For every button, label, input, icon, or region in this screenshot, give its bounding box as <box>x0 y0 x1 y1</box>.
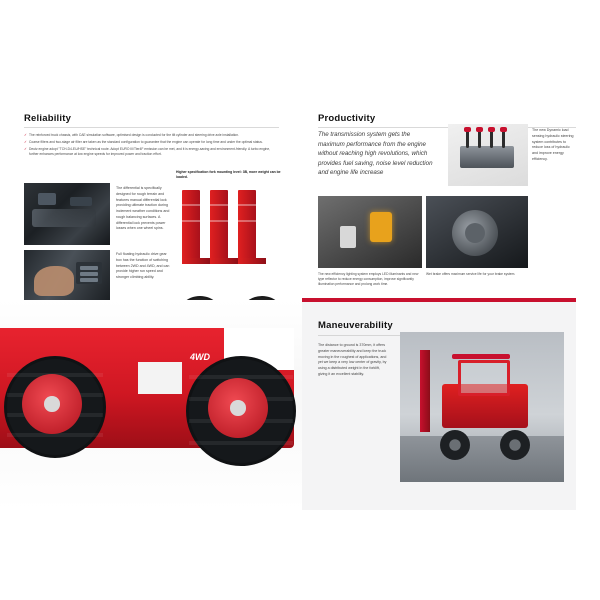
maneuverability-title: Maneuverability <box>318 320 393 331</box>
reliability-divider <box>24 127 279 128</box>
reliability-bullets <box>24 133 279 157</box>
valve-lever <box>490 130 493 148</box>
check-icon: ✓ <box>24 133 28 137</box>
forklift-wheel <box>440 430 470 460</box>
warehouse-floor <box>400 436 564 482</box>
valve-body <box>460 146 514 168</box>
brake-caption: Wet brake offers maximum service life for your brake system. <box>426 272 516 276</box>
engine-highlight <box>32 209 96 227</box>
machine-step <box>138 362 182 394</box>
valve-lever <box>502 130 505 148</box>
fork-caption: Higher specification fork mounting level: 3B, more weight can be loaded. <box>176 170 281 180</box>
engine-part <box>38 193 56 205</box>
steering-system-note: The new Dynamic load sensing hydraulic steering system contributes to reduce loss of hydraulic and improve energy efficiency. <box>532 128 574 161</box>
check-icon: ✓ <box>24 140 28 145</box>
engine-caption: The differential is specifically designed for rough terrain and features manual differential lock providing ultimate traction during inclement weather conditions and rough balancing surfaces. A differential lock prevents power losses when one wheel spins. <box>116 186 170 231</box>
maneuverability-accent-bar <box>302 298 576 302</box>
hydraulic-valve-photo <box>448 124 528 186</box>
hand-on-switch-photo <box>24 250 110 300</box>
switch-panel <box>76 262 102 284</box>
fork-bar <box>182 190 200 264</box>
rear-rim <box>208 378 268 438</box>
engine-differential-photo <box>24 183 110 245</box>
gearbox-caption: Full floating hydraulic drive gear box has the function of switching between 2WD and 4WD, and can provide higher run speed and stronger climbing ability. <box>116 252 170 279</box>
productivity-section <box>318 113 576 128</box>
forklift-wheel <box>500 430 530 460</box>
led-lighting-photo <box>318 196 422 268</box>
drive-badge: 4WD <box>190 352 210 362</box>
forklift-photo <box>400 332 564 482</box>
led-lamp-secondary <box>340 226 356 248</box>
forklift-roof <box>452 354 510 359</box>
list-item <box>24 133 279 138</box>
hand <box>34 266 74 296</box>
productivity-lead-text: The transmission system gets the maximum performance from the engine without reaching high revolutions, which provides fuel saving, noise level reduction and engine life increase <box>318 131 433 177</box>
valve-lever <box>466 130 469 148</box>
engine-part <box>70 197 92 206</box>
maneuverability-text: The distance to ground is 370mm, it offers greater maneuverability and keep the truck moving in the roughest of applications, and yet we keep a very low center of gravity, by using a distributed weight in the forklift, giving it an excellent stability. <box>318 343 387 376</box>
check-icon: ✓ <box>24 147 28 152</box>
hero-machine-photo <box>0 300 302 510</box>
list-item <box>24 140 279 145</box>
list-item <box>24 147 279 157</box>
forklift-mast <box>420 350 430 432</box>
bullet-text: Deutz engine adopt "TCH-D4-EU/HSE" technical route. Adopt EURO III/Tier4F emission can be met, and it is energy-saving and environment-friendly. A turbo engine, further enhances performance at low engine speeds for improved power and traction effort. <box>29 147 271 157</box>
bullet-text: The reinforced truck chassis, with CAE simulation software, optimised design is conducted for the tilt cylinder and steering drive axle installation. <box>29 133 240 137</box>
front-rim <box>22 374 82 434</box>
productivity-title: Productivity <box>318 113 376 124</box>
reliability-section <box>24 113 279 159</box>
axle-hub <box>452 210 498 256</box>
forklift-cab <box>458 360 510 396</box>
lighting-caption: The new efficiency lighting system employs LED illuminants and new type reflector to reduce energy consumption, improve significantly illumination performance and prolong work time. <box>318 272 419 287</box>
fork-illustration <box>176 186 280 272</box>
wet-brake-axle-photo <box>426 196 528 268</box>
reliability-title: Reliability <box>24 113 72 124</box>
led-lamp <box>370 212 392 242</box>
fork-bar <box>210 190 228 264</box>
valve-lever <box>478 130 481 148</box>
fork-bar <box>238 190 256 264</box>
bullet-text: Coarse filters and two-stage air filter are taken as the standard configuration to guarantee that the engine can operate for long time and under the optimal status. <box>29 140 263 145</box>
